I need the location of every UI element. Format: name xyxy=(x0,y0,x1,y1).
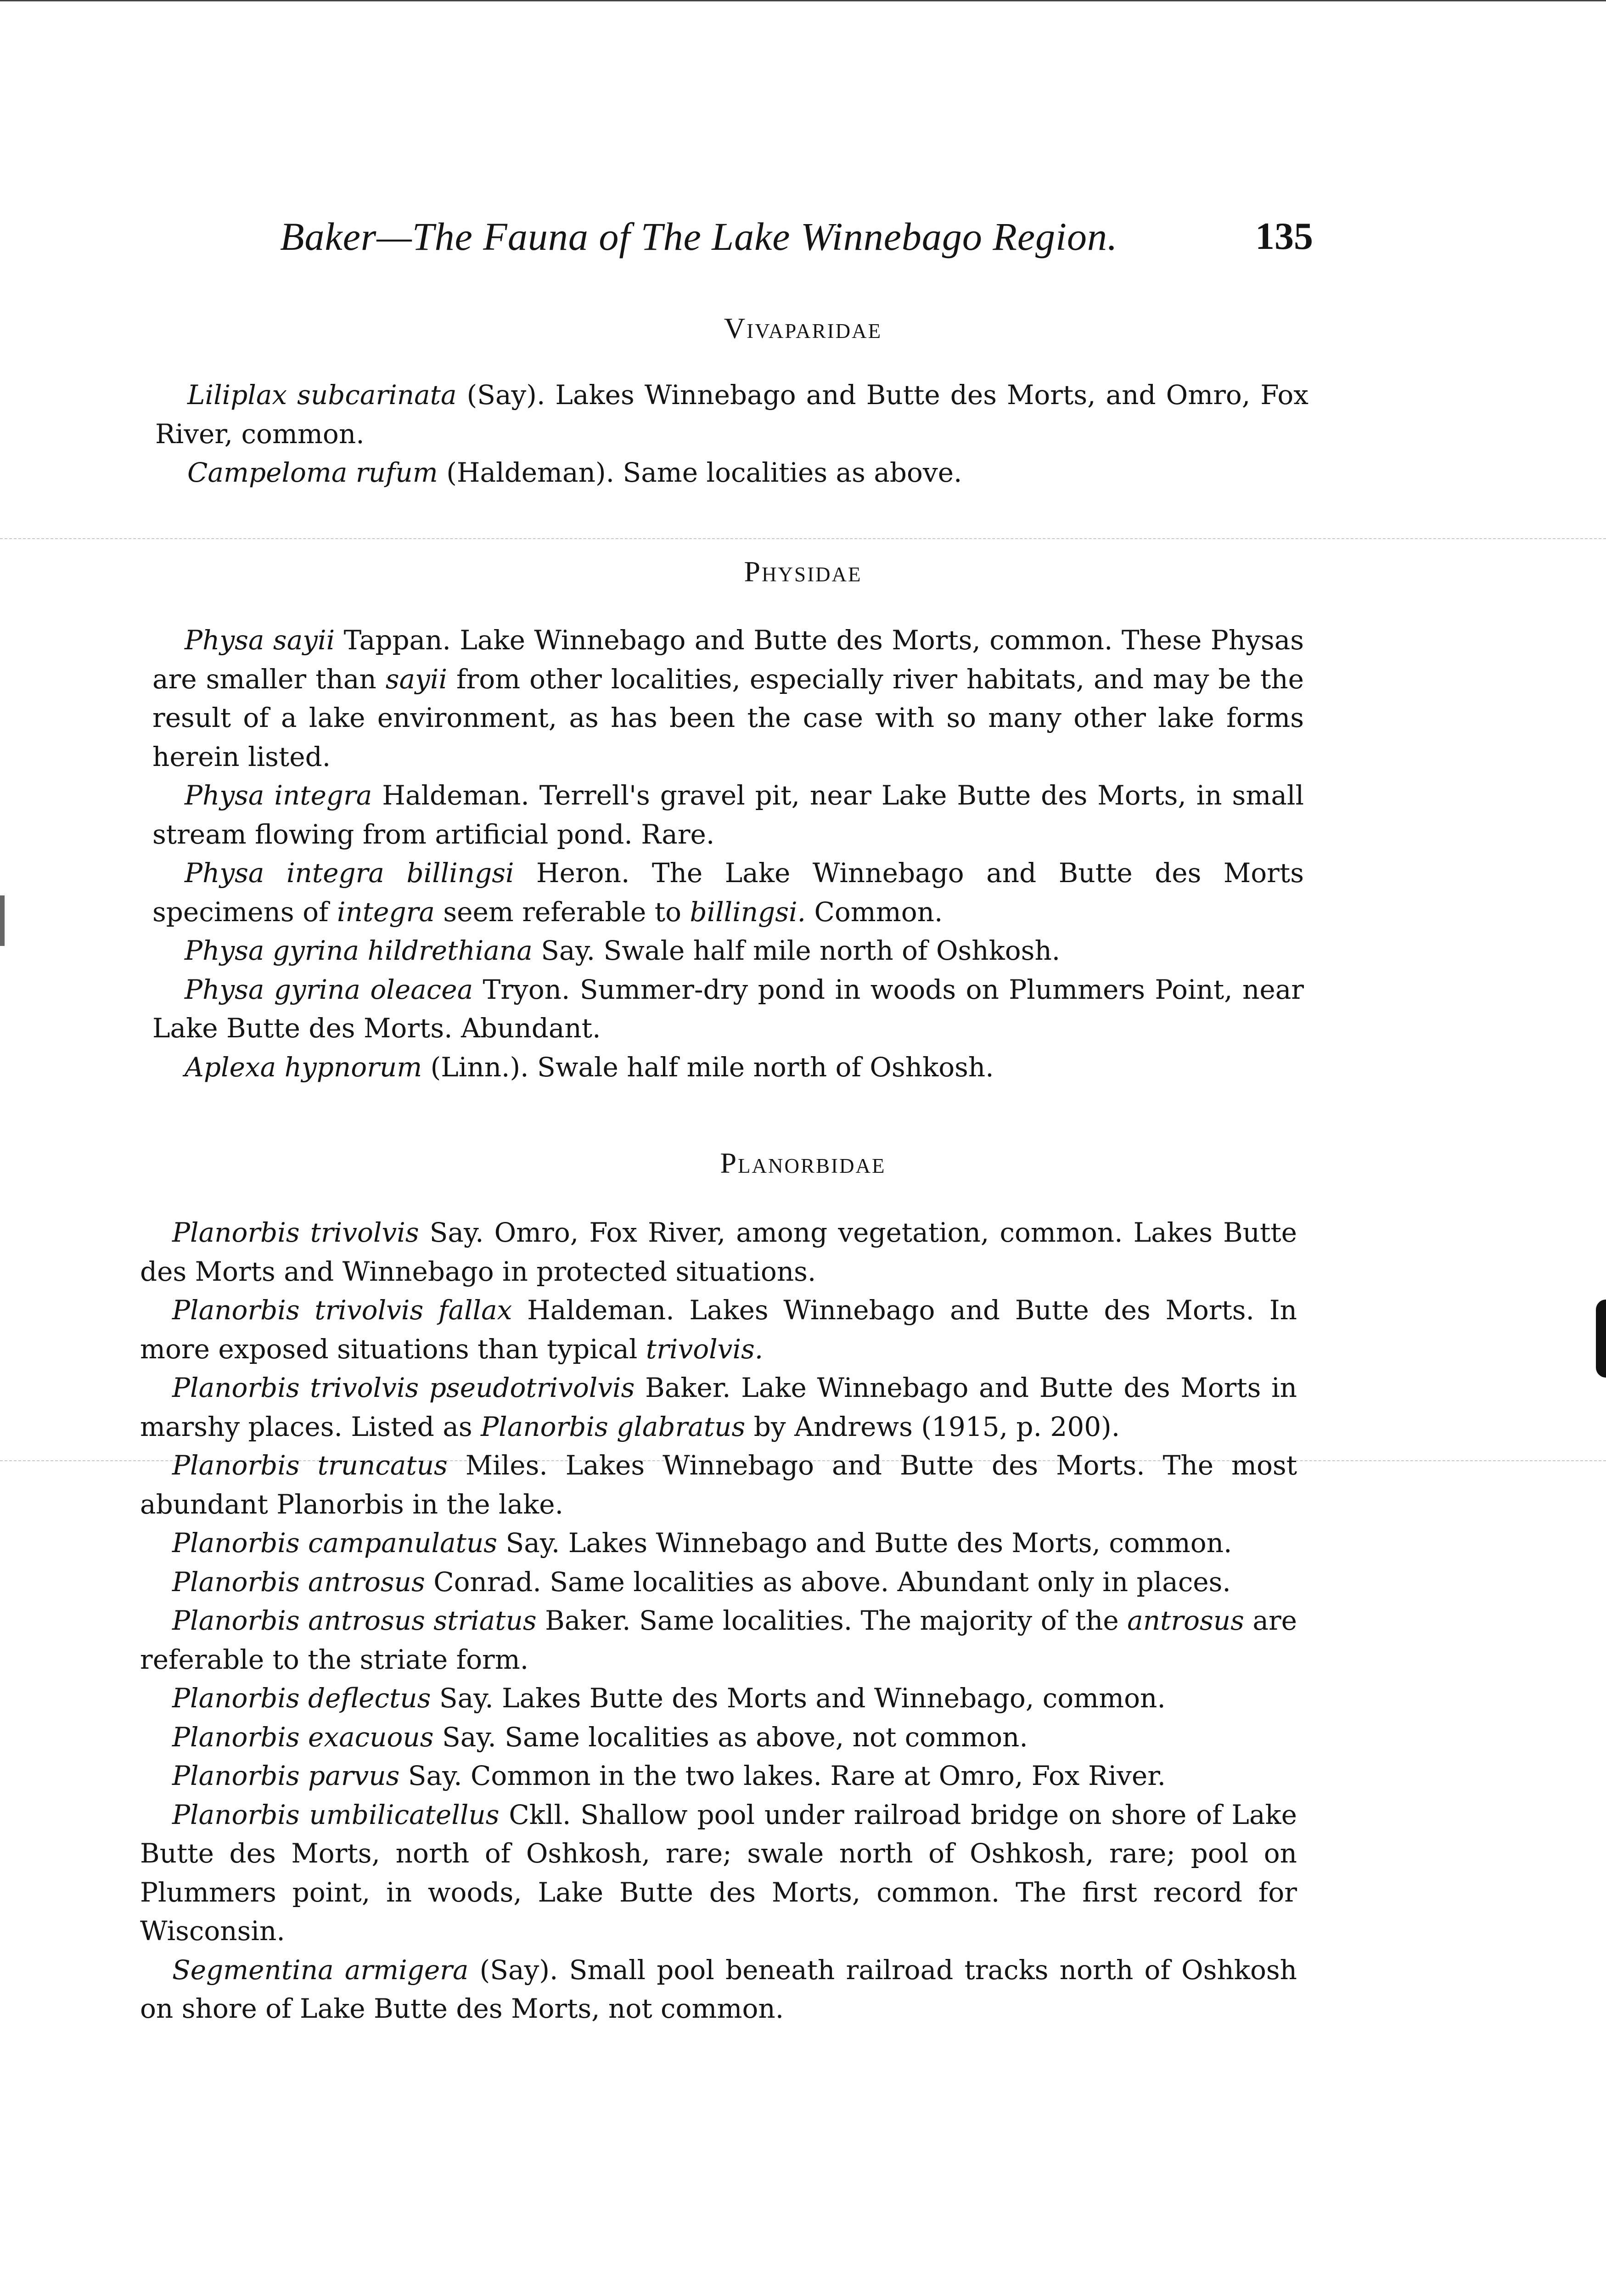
entry-text: (Linn.). Swale half mile north of Oshkosh. xyxy=(422,1051,994,1083)
section-body xyxy=(155,376,1308,492)
section-heading: Planorbidae xyxy=(720,1147,886,1179)
species-name: Planorbis umbilicatellus xyxy=(172,1799,500,1830)
species-entry xyxy=(155,453,1308,492)
species-entry xyxy=(152,970,1304,1048)
species-entry xyxy=(152,1048,1304,1087)
species-name: Planorbis trivolvis pseudotrivolvis xyxy=(172,1372,635,1403)
entry-text: Say. Same localities as above, not common. xyxy=(433,1721,1028,1753)
entry-text: Ckll. Shallow pool under railroad bridge on shore of Lake Butte des Morts, north of Oshkosh, rare; swale north of Oshkosh, rare; pool on Plummers point, in woods, Lake Butte des Morts, common. The first record for Wisconsin. xyxy=(140,1799,1297,1947)
entry-text: Say. Lakes Winnebago and Butte des Morts, common. xyxy=(497,1527,1232,1559)
species-entry xyxy=(140,1368,1297,1446)
species-entry xyxy=(152,854,1304,931)
species-name: Physa gyrina hildrethiana xyxy=(185,935,533,966)
entry-text: are referable to the striate form. xyxy=(140,1605,1297,1675)
species-entry xyxy=(140,1291,1297,1368)
page-edge-mark xyxy=(0,895,5,946)
page-edge-mark xyxy=(0,0,1606,1)
species-entry xyxy=(140,1213,1297,1291)
entry-text: Say. Omro, Fox River, among vegetation, common. Lakes Butte des Morts and Winnebago in protected situations. xyxy=(140,1217,1297,1287)
species-entry xyxy=(140,1601,1297,1679)
running-title: Baker—The Fauna of The Lake Winnebago Region. xyxy=(280,214,1118,259)
species-name: Aplexa hypnorum xyxy=(185,1051,422,1083)
entry-text: from other localities, especially river habitats, and may be the result of a lake environment, as has been the case with so many other lake forms herein listed. xyxy=(152,663,1304,772)
species-name: Planorbis truncatus xyxy=(172,1450,448,1481)
species-entry xyxy=(152,621,1304,776)
species-name: Planorbis antrosus xyxy=(172,1566,425,1598)
entry-text: Conrad. Same localities as above. Abundant only in places. xyxy=(425,1566,1231,1598)
running-header xyxy=(280,209,1313,264)
species-name: sayii xyxy=(385,663,448,695)
species-name: Segmentina armigera xyxy=(172,1954,469,1986)
species-entry xyxy=(152,931,1304,970)
section-body xyxy=(140,1213,1297,2028)
page-edge-mark xyxy=(1596,1300,1606,1378)
entry-text: Haldeman. Lakes Winnebago and Butte des Morts. In more exposed situations than typical xyxy=(140,1294,1297,1365)
entry-text: Say. Swale half mile north of Oshkosh. xyxy=(532,935,1061,966)
scan-fold-line xyxy=(0,538,1606,539)
species-entry xyxy=(140,1446,1297,1524)
entry-text: Baker. Lake Winnebago and Butte des Morts in marshy places. Listed as xyxy=(140,1372,1297,1442)
species-name: Planorbis antrosus striatus xyxy=(172,1605,537,1636)
species-name: billingsi. xyxy=(690,896,806,928)
section-heading: Physidae xyxy=(744,555,862,588)
entry-text: (Haldeman). Same localities as above. xyxy=(438,457,962,488)
entry-text: Say. Lakes Butte des Morts and Winnebago, common. xyxy=(431,1683,1166,1714)
species-entry xyxy=(140,1524,1297,1563)
species-name: Planorbis trivolvis fallax xyxy=(172,1294,512,1326)
species-name: integra xyxy=(337,896,435,928)
entry-text: Tappan. Lake Winnebago and Butte des Morts, common. These Physas are smaller than xyxy=(152,625,1304,695)
entry-text: (Say). Lakes Winnebago and Butte des Morts, and Omro, Fox River, common. xyxy=(155,379,1308,450)
entry-text: (Say). Small pool beneath railroad tracks north of Oshkosh on shore of Lake Butte des Morts, not common. xyxy=(140,1954,1297,2024)
species-name: Planorbis trivolvis xyxy=(172,1217,419,1248)
species-name: Planorbis glabratus xyxy=(481,1411,746,1442)
section-body xyxy=(152,621,1304,1086)
species-name: Planorbis campanulatus xyxy=(172,1527,498,1559)
species-name: Physa integra billingsi xyxy=(185,857,514,889)
section-heading: Vivaparidae xyxy=(724,312,882,344)
entry-text: Baker. Same localities. The majority of the xyxy=(536,1605,1128,1636)
species-name: Physa sayii xyxy=(185,625,335,656)
species-entry xyxy=(152,776,1304,854)
entry-text: by Andrews (1915, p. 200). xyxy=(745,1411,1120,1442)
page-number: 135 xyxy=(1255,215,1313,258)
entry-text: seem referable to xyxy=(434,896,690,928)
species-entry xyxy=(140,1679,1297,1718)
entry-text: Heron. The Lake Winnebago and Butte des Morts specimens of xyxy=(152,857,1304,928)
species-entry xyxy=(140,1795,1297,1951)
entry-text: Tryon. Summer-dry pond in woods on Plummers Point, near Lake Butte des Morts. Abundant. xyxy=(152,974,1304,1044)
species-name: trivolvis. xyxy=(646,1333,764,1365)
entry-text: Say. Common in the two lakes. Rare at Omro, Fox River. xyxy=(399,1760,1166,1791)
species-entry xyxy=(140,1563,1297,1602)
species-name: Campeloma rufum xyxy=(187,457,438,488)
species-entry xyxy=(155,376,1308,453)
species-name: Physa integra xyxy=(185,780,372,811)
species-entry xyxy=(140,1951,1297,2028)
species-name: Planorbis exacuous xyxy=(172,1721,434,1753)
species-name: Physa gyrina oleacea xyxy=(185,974,473,1005)
species-entry xyxy=(140,1756,1297,1795)
species-entry xyxy=(140,1718,1297,1757)
entry-text: Common. xyxy=(806,896,943,928)
species-name: antrosus xyxy=(1127,1605,1244,1636)
entry-text: Haldeman. Terrell's gravel pit, near Lake Butte des Morts, in small stream flowing from artificial pond. Rare. xyxy=(152,780,1304,850)
species-name: Liliplax subcarinata xyxy=(187,379,457,411)
species-name: Planorbis deflectus xyxy=(172,1683,431,1714)
entry-text: Miles. Lakes Winnebago and Butte des Morts. The most abundant Planorbis in the lake. xyxy=(140,1450,1297,1520)
species-name: Planorbis parvus xyxy=(172,1760,400,1791)
